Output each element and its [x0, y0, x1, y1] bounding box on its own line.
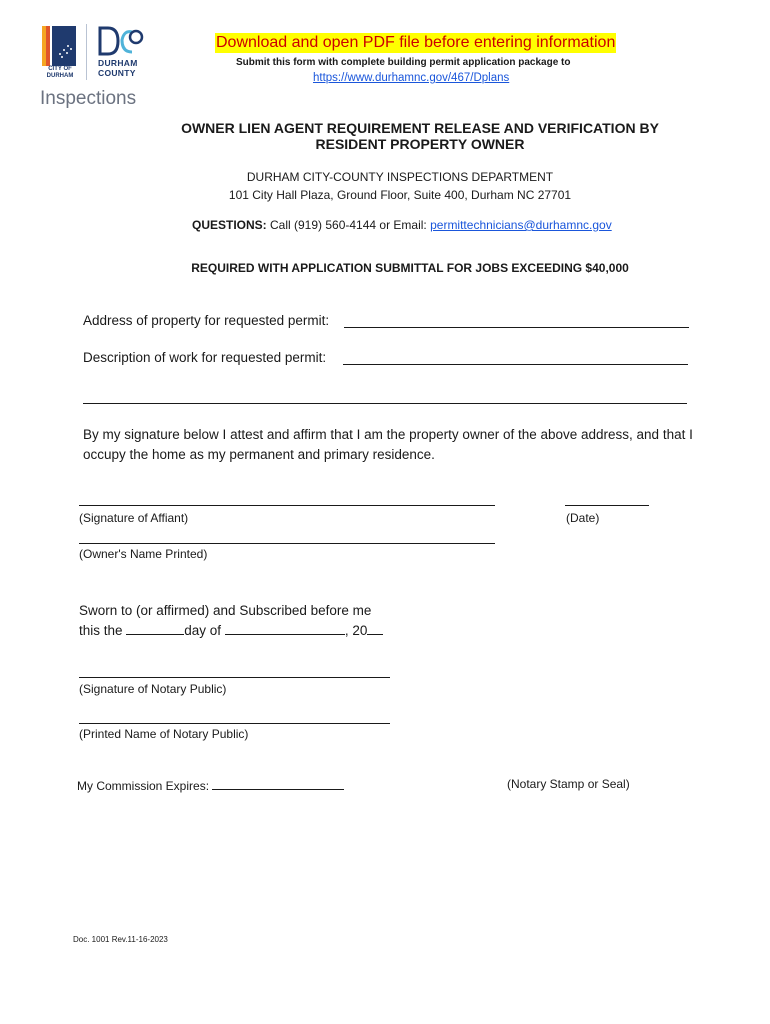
city-logo-text: CITY OF DURHAM: [46, 66, 74, 79]
inspections-logo-text: Inspections: [40, 88, 137, 109]
date-label: (Date): [566, 511, 600, 525]
county-name-line2: COUNTY: [98, 68, 136, 78]
commission-label: My Commission Expires:: [77, 779, 213, 793]
download-notice: Download and open PDF file before entering information: [216, 34, 616, 51]
department-address: 101 City Hall Plaza, Ground Floor, Suite 400, Durham NC 27701: [228, 188, 572, 202]
questions-text: Call (919) 560-4144 or Email:: [266, 218, 431, 232]
owner-name-field[interactable]: [79, 531, 495, 544]
sworn-year-prefix: , 20: [344, 623, 368, 638]
month-field[interactable]: [225, 622, 345, 635]
date-field[interactable]: [565, 493, 649, 506]
attestation-text: By my signature below I attest and affirm that I am the property owner of the above address, and that I occupy the home as my permanent and primary residence.: [83, 427, 693, 462]
description-field[interactable]: [343, 350, 688, 365]
commission-field[interactable]: [212, 777, 344, 790]
sworn-line1: Sworn to (or affirmed) and Subscribed before me: [79, 603, 372, 618]
county-name-line1: DURHAM: [98, 58, 138, 68]
description-field-continued[interactable]: [83, 389, 687, 404]
notary-signature-label: (Signature of Notary Public): [79, 682, 227, 696]
document-revision: Doc. 1001 Rev.11-16-2023: [73, 935, 168, 944]
commission-expires: [77, 777, 344, 793]
city-of-durham-logo: [42, 26, 76, 66]
plans-link[interactable]: https://www.durhamnc.gov/467/Dplans: [313, 72, 510, 84]
description-label: Description of work for requested permit:: [83, 350, 327, 365]
sworn-this-the: this the: [79, 623, 127, 638]
owner-name-label: (Owner's Name Printed): [79, 547, 208, 561]
sworn-line2: [79, 621, 383, 641]
affiant-signature-label: (Signature of Affiant): [79, 511, 189, 525]
form-title-line1: OWNER LIEN AGENT REQUIREMENT RELEASE AND VERIFICATION BY: [181, 120, 659, 136]
notary-stamp-label: (Notary Stamp or Seal): [507, 777, 630, 791]
questions-line: [192, 218, 612, 232]
logo-divider: [86, 24, 87, 80]
notary-signature-field[interactable]: [79, 665, 390, 678]
submit-note: Submit this form with complete building permit application package to: [236, 57, 571, 68]
day-field[interactable]: [126, 622, 184, 635]
form-title-line2: RESIDENT PROPERTY OWNER: [315, 136, 525, 152]
department-name: DURHAM CITY-COUNTY INSPECTIONS DEPARTMENT: [246, 170, 554, 184]
affiant-signature-field[interactable]: [79, 493, 495, 506]
address-field[interactable]: [344, 313, 689, 328]
address-label: Address of property for requested permit:: [83, 313, 330, 328]
county-name: [98, 58, 138, 78]
notary-printed-name-field[interactable]: [79, 711, 390, 724]
year-field[interactable]: [367, 622, 383, 635]
required-note: REQUIRED WITH APPLICATION SUBMITTAL FOR JOBS EXCEEDING $40,000: [191, 261, 629, 275]
sworn-day-of: day of: [184, 623, 225, 638]
durham-county-logo: [98, 26, 144, 56]
questions-label: QUESTIONS:: [192, 218, 267, 232]
sworn-statement: [79, 601, 383, 641]
notary-printed-name-label: (Printed Name of Notary Public): [79, 727, 249, 741]
email-link[interactable]: permittechnicians@durhamnc.gov: [430, 218, 612, 232]
